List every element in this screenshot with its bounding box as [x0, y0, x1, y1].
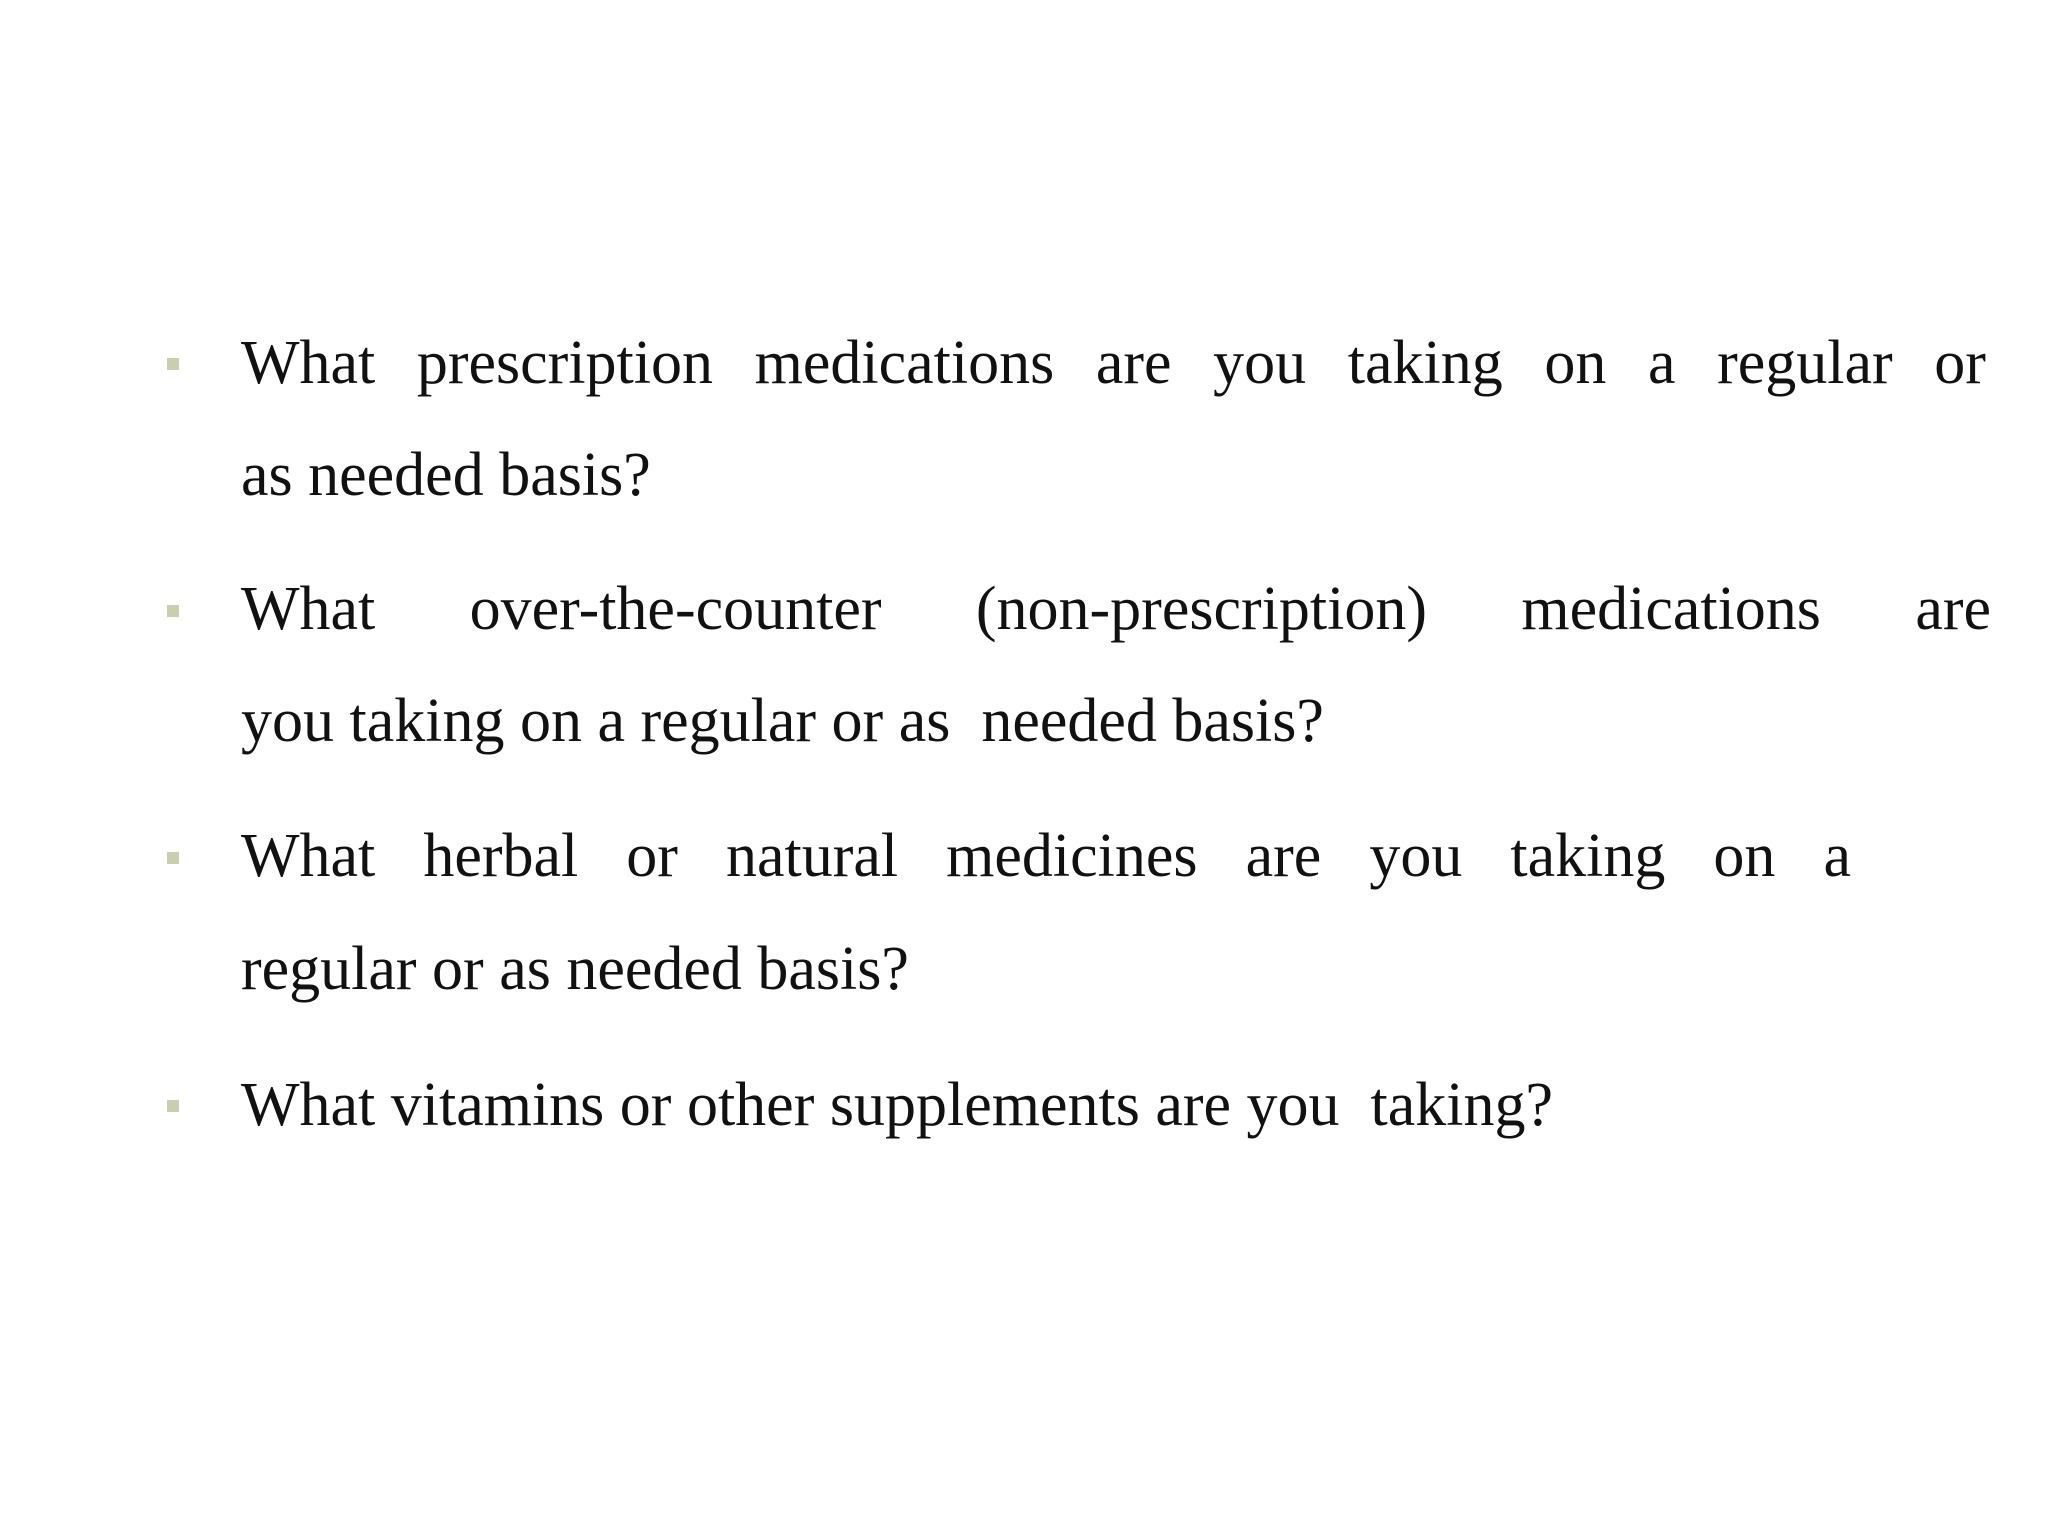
word: What: [241, 575, 376, 643]
word: over-the-counter: [469, 575, 882, 643]
square-bullet-icon: [167, 852, 179, 864]
word: What: [241, 329, 376, 397]
square-bullet-icon: [167, 605, 179, 617]
word: on: [1713, 822, 1776, 890]
bullet-line: regular or as needed basis?: [241, 935, 909, 1003]
word: medicines: [946, 822, 1198, 890]
word: prescription: [416, 329, 714, 397]
word: or: [626, 822, 678, 890]
square-bullet-icon: [167, 1100, 179, 1112]
bullet-line: you taking on a regular or as needed basis?: [241, 687, 1324, 755]
word: taking: [1510, 822, 1666, 890]
bullet-line: as needed basis?: [241, 441, 651, 509]
word: are: [1915, 575, 1991, 643]
word: on: [1544, 329, 1607, 397]
word: you: [1369, 822, 1463, 890]
word: (non-prescription): [975, 575, 1427, 643]
word: herbal: [423, 822, 579, 890]
bullet-line: [241, 329, 1986, 397]
word: regular: [1717, 329, 1893, 397]
word: medications: [754, 329, 1055, 397]
bullet-line: [241, 575, 1991, 643]
word: are: [1095, 329, 1172, 397]
word: taking: [1347, 329, 1503, 397]
word: medications: [1521, 575, 1821, 643]
word: What: [241, 822, 376, 890]
word: a: [1823, 822, 1851, 890]
bullet-line: What vitamins or other supplements are you taking?: [241, 1071, 1553, 1139]
bullet-line: [241, 822, 1851, 890]
word: a: [1647, 329, 1676, 397]
square-bullet-icon: [167, 358, 179, 370]
word: or: [1934, 329, 1986, 397]
word: are: [1245, 822, 1322, 890]
word: you: [1213, 329, 1307, 397]
word: natural: [725, 822, 899, 890]
